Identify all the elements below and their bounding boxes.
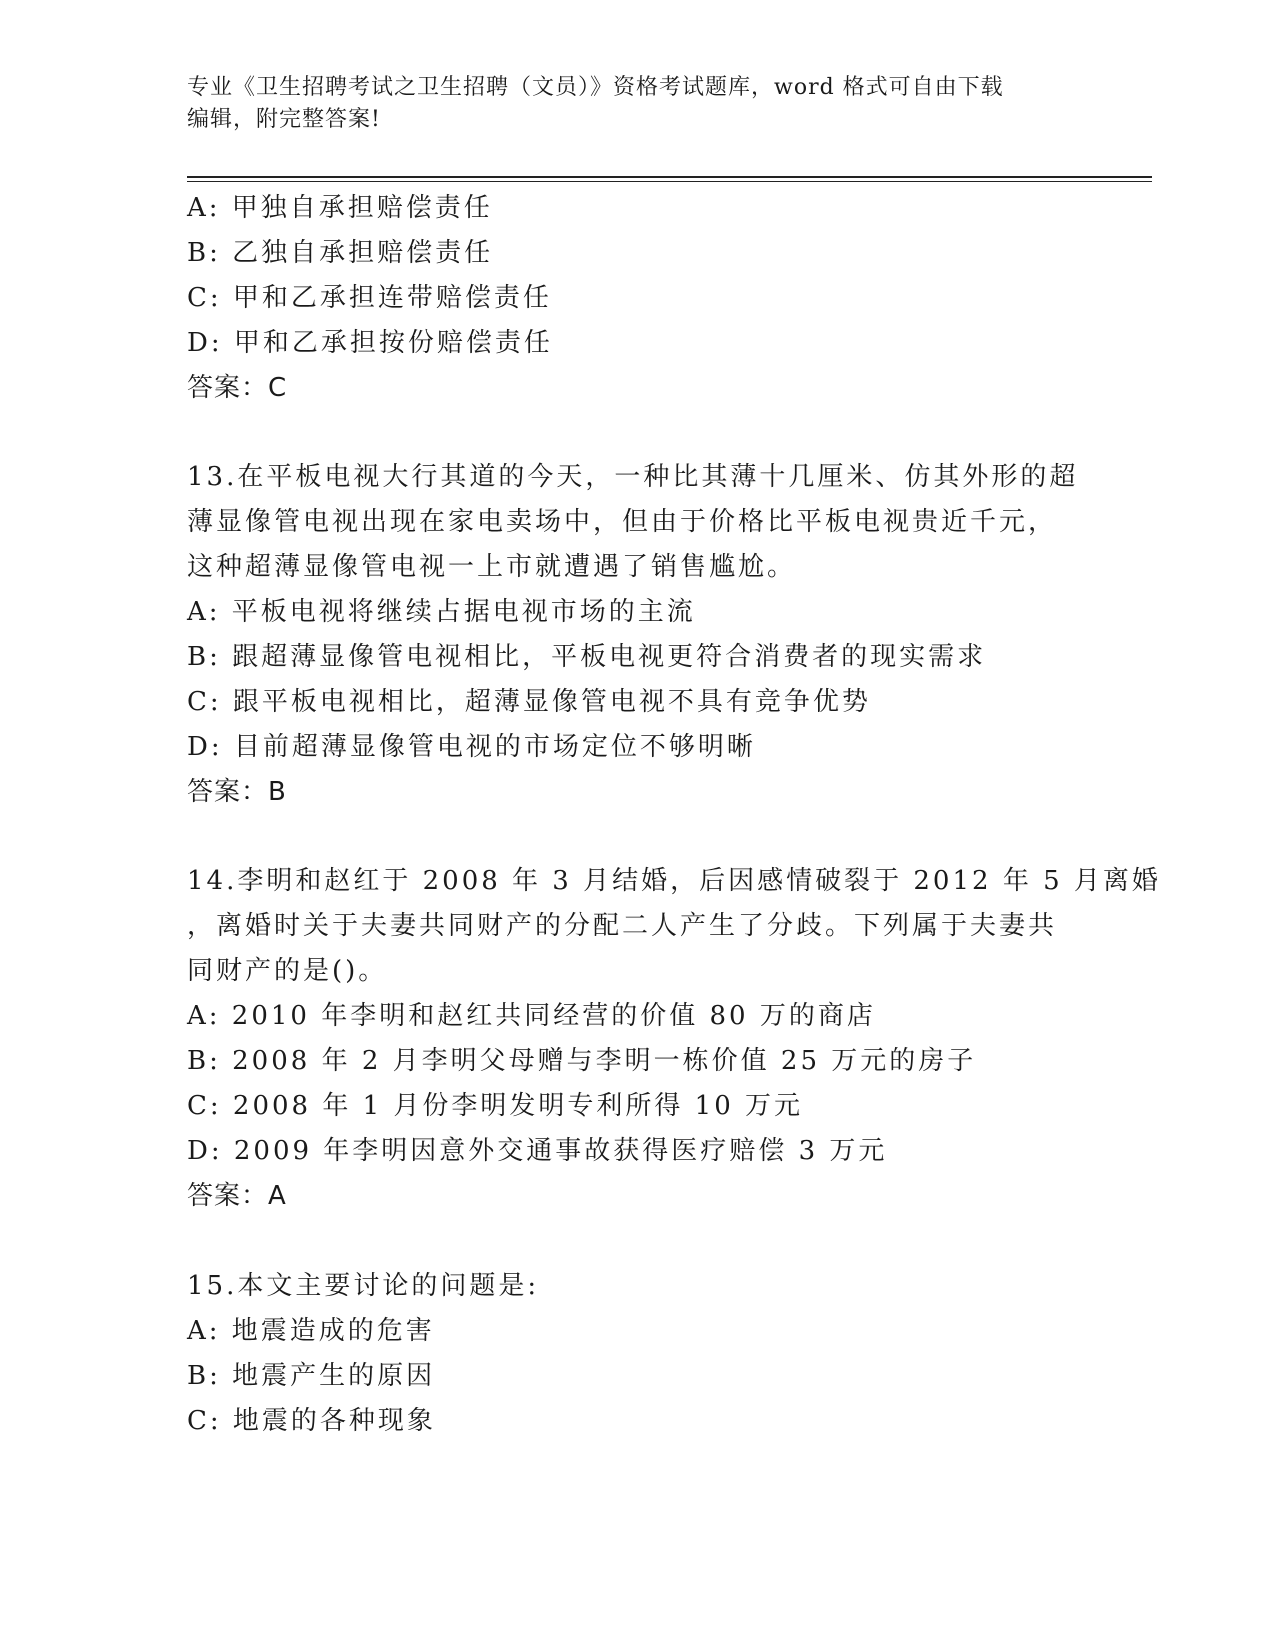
header-divider [187,176,1152,178]
q15-option-c: C: 地震的各种现象 [187,1406,436,1436]
q15-option-a: A: 地震造成的危害 [187,1316,435,1346]
q14-stem-line-2: ，离婚时关于夫妻共同财产的分配二人产生了分歧。下列属于夫妻共 [187,911,1058,941]
q12-option-a: A: 甲独自承担赔偿责任 [187,193,493,223]
q13-option-d: D: 目前超薄显像管电视的市场定位不够明晰 [187,732,756,762]
q13-option-b: B: 跟超薄显像管电视相比，平板电视更符合消费者的现实需求 [187,642,987,672]
q14-answer: 答案：A [187,1181,287,1211]
document-header [187,72,1067,136]
q13-stem-line-2: 薄显像管电视出现在家电卖场中，但由于价格比平板电视贵近千元， [187,507,1058,537]
q14-option-a: A: 2010 年李明和赵红共同经营的价值 80 万的商店 [187,1001,876,1031]
header-divider-thin [187,181,1152,182]
q15-option-b: B: 地震产生的原因 [187,1361,436,1391]
q14-stem-line-3: 同财产的是()。 [187,956,388,986]
q15-stem-line-1: 15.本文主要讨论的问题是: [187,1271,540,1301]
q12-option-c: C: 甲和乙承担连带赔偿责任 [187,283,552,313]
q13-stem-line-1: 13.在平板电视大行其道的今天，一种比其薄十几厘米、仿其外形的超 [187,462,1079,492]
q13-stem-line-3: 这种超薄显像管电视一上市就遭遇了销售尴尬。 [187,552,797,582]
q14-option-b: B: 2008 年 2 月李明父母赠与李明一栋价值 25 万元的房子 [187,1046,977,1076]
q13-option-a: A: 平板电视将继续占据电视市场的主流 [187,597,696,627]
q14-option-c: C: 2008 年 1 月份李明发明专利所得 10 万元 [187,1091,804,1121]
q12-option-b: B: 乙独自承担赔偿责任 [187,238,494,268]
header-line-2: 编辑，附完整答案! [187,107,381,132]
q14-option-d: D: 2009 年李明因意外交通事故获得医疗赔偿 3 万元 [187,1136,888,1166]
q12-option-d: D: 甲和乙承担按份赔偿责任 [187,328,553,358]
q13-option-c: C: 跟平板电视相比，超薄显像管电视不具有竞争优势 [187,687,871,717]
q12-answer: 答案：C [187,373,288,403]
q14-stem-line-1: 14.李明和赵红于 2008 年 3 月结婚，后因感情破裂于 2012 年 5 月离婚 [187,866,1161,896]
header-line-1: 专业《卫生招聘考试之卫生招聘（文员）》资格考试题库，word 格式可自由下载 [187,75,1004,100]
q13-answer: 答案：B [187,777,287,807]
